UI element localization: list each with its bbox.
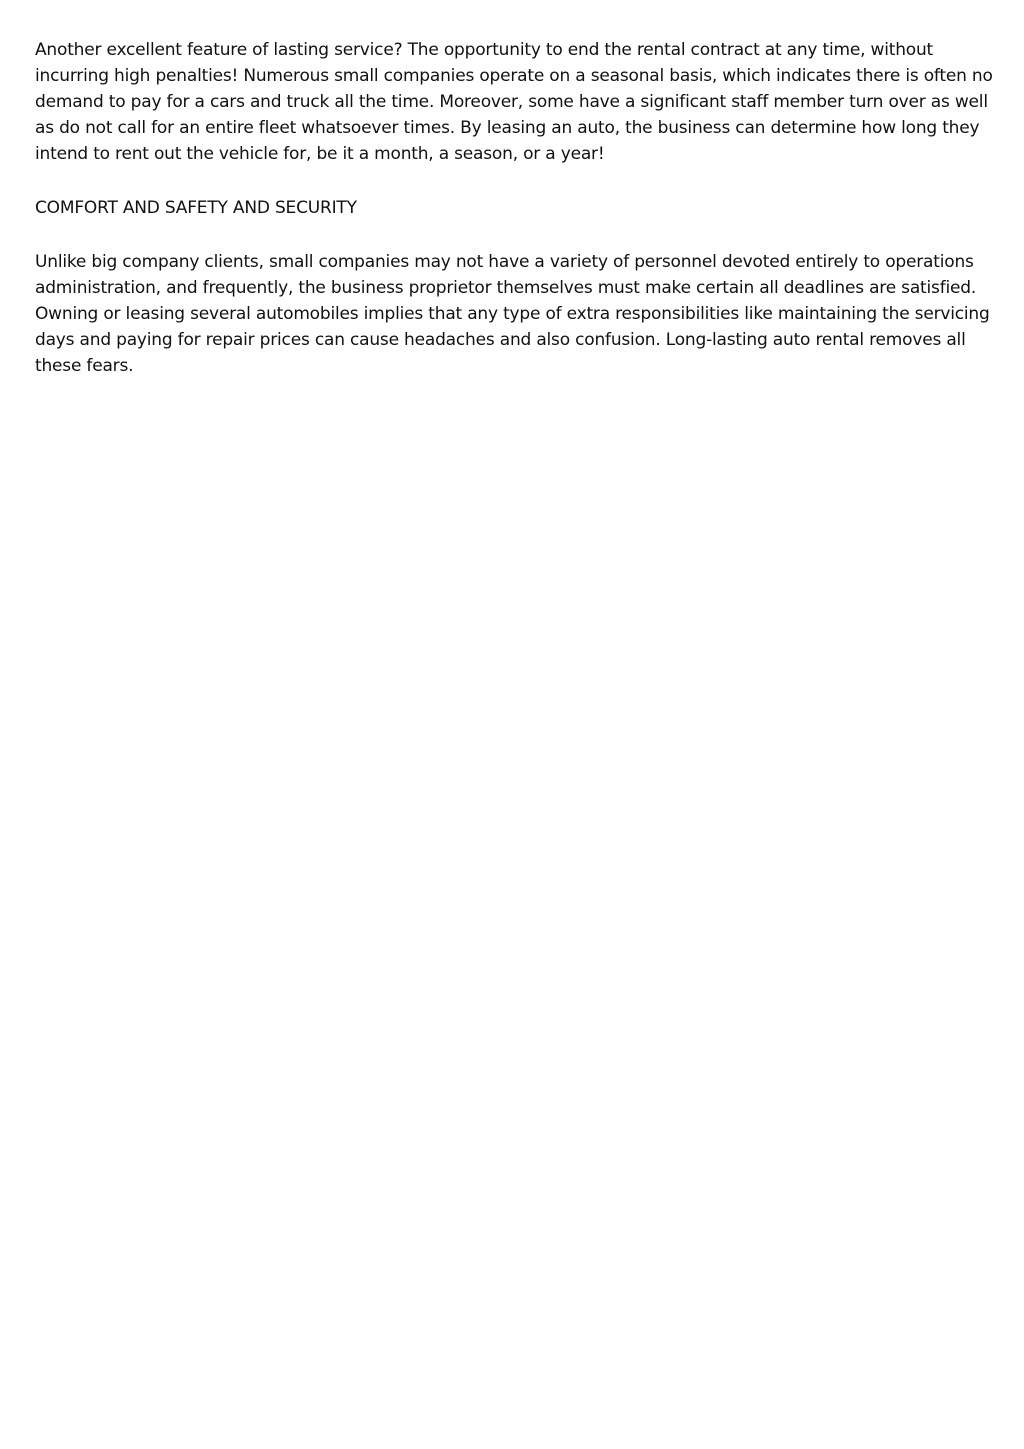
paragraph-1: Another excellent feature of lasting service? The opportunity to end the rental contract at any time, without incurring high penalties! Numerous small companies operate on a seasonal basis, which indicates there is often no demand to pay for a cars and truck all the time. Moreover, some have a significant staff member turn over as well as do not call for an entire fleet whatsoever times. By leasing an auto, the business can determine how long they intend to rent out the vehicle for, be it a month, a season, or a year!	[35, 40, 993, 164]
section-heading: COMFORT AND SAFETY AND SECURITY	[35, 198, 357, 218]
paragraph-2: Unlike big company clients, small companies may not have a variety of personnel devoted entirely to operations administration, and frequently, the business proprietor themselves must make certain all deadlines are satisfied. Owning or leasing several automobiles implies that any type of extra responsibilities like maintaining the servicing days and paying for repair prices can cause headaches and also confusion. Long-lasting auto rental removes all these fears.	[35, 252, 990, 376]
document-page	[35, 37, 995, 407]
